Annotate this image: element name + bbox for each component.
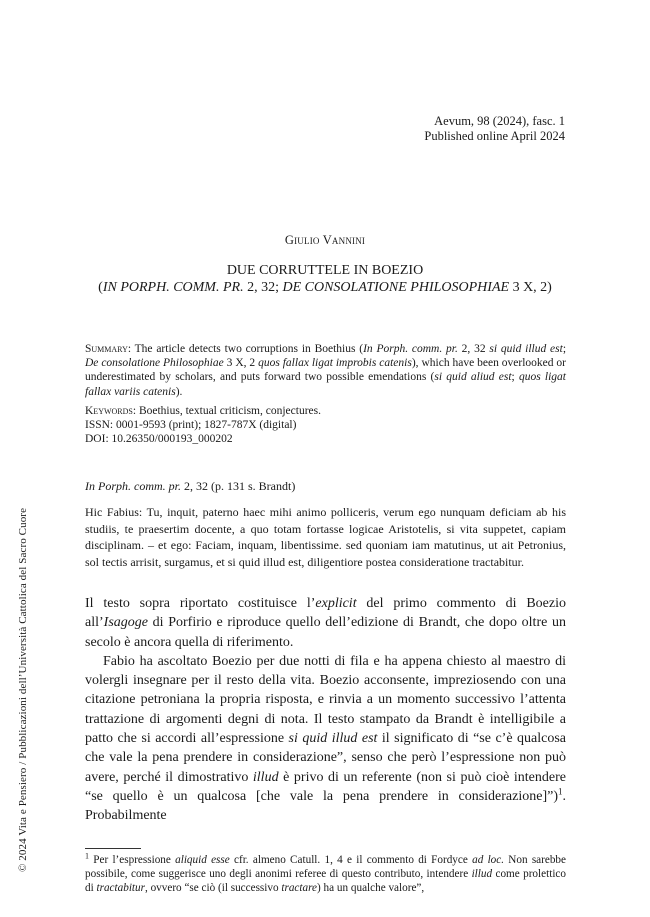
- footnote-marker[interactable]: 1: [558, 786, 563, 797]
- article-title: [0, 262, 650, 296]
- doi: DOI: 10.26350/000193_000202: [85, 433, 233, 446]
- journal-citation: Aevum, 98 (2024), fasc. 1: [434, 114, 565, 128]
- body-paragraph-2: Fabio ha ascoltato Boezio per due notti di fila e ha appena chiesto al maestro di volergli insegnare per il resto della vita. Boezio acconsente, impreziosendo con una citazione petroniana la propria risposta, e rinvia a un momento successivo l’attenta trattazione di argomenti degni di nota. Il testo stampato da Brandt è intelligibile a patto che si accordi all’espressione si quid illud est il significato di “se c’è qualcosa che vale la pena prendere in considerazione”, senso che però l’espressione non può avere, perché il dimostrativo illud è privo di un referente (non si può cioè intendere “se quello è un qualcosa [che vale la pena prendere in considerazione]”)$^1$. Probabilmente: [85, 653, 566, 824]
- issn: ISSN: 0001-9593 (print); 1827-787X (digital): [85, 419, 297, 432]
- title-line-1: DUE CORRUTTELE IN BOEZIO: [226, 263, 424, 278]
- latin-quotation: Hic Fabius: Tu, inquit, paterno haec mihi animo polliceris, verum ego nunquam deficiam ab his studiis, te praesertim docente, a quo totam fortasse logicae Aristotelis, si vita suppetet, capiam disciplinam. – et ego: Faciam, inquam, libentissime. sed quoniam iam matutinus, ut ait Petronius, sol tectis arrisit, surgamus, et si quid illud est, diligentiore postea consideratione tractabitur.: [85, 505, 566, 569]
- abstract: Summary: The article detects two corruptions in Boethius (In Porph. comm. pr. 2, 32 si quid illud est; De consolatione Philosophiae 3 X, 2 quos fallax ligat improbis catenis), which have been overlooked or underestimated by scholars, and puts forward two possible emendations (si quid aliud est; quos ligat fallax variis catenis).: [85, 343, 567, 398]
- section-reference: In Porph. comm. pr. 2, 32 (p. 131 s. Brandt): [85, 479, 296, 493]
- journal-info: [424, 114, 565, 144]
- keywords: Keywords: Boethius, textual criticism, conjectures.: [85, 405, 321, 417]
- keywords-label: Keywords:: [85, 405, 137, 417]
- footnote-rule: [85, 848, 141, 849]
- body-paragraph-1: Il testo sopra riportato costituisce l’explicit del primo commento di Boezio all’Isagoge di Porfirio e riproduce quello dell’edizione di Brandt, che dopo oltre un secolo è ancora quella di riferimento.: [85, 596, 566, 650]
- author-name: Giulio Vannini: [284, 233, 366, 247]
- body-text: [85, 594, 566, 826]
- copyright-sidebar: © 2024 Vita e Pensiero / Pubblicazioni dell’Università Cattolica del Sacro Cuore: [17, 507, 29, 872]
- publication-date: Published online April 2024: [424, 129, 565, 143]
- footnote-1: $^1$ Per l’espressione aliquid esse cfr. almeno Catull. 1, 4 e il commento di Fordyce ad loc. Non sarebbe possibile, come suggerisce uno degli anonimi referee di questo contributo, intendere illud come prolettico di tractabitur, ovvero “se ciò (il successivo tractare) ha un qualche valore”,: [85, 851, 566, 894]
- article-metadata: [85, 404, 566, 447]
- summary-label: Summary:: [85, 343, 132, 355]
- title-line-2: (IN PORPH. COMM. PR. 2, 32; DE CONSOLATIONE PHILOSOPHIAE 3 X, 2): [98, 280, 552, 295]
- footnote-number: 1: [85, 851, 89, 861]
